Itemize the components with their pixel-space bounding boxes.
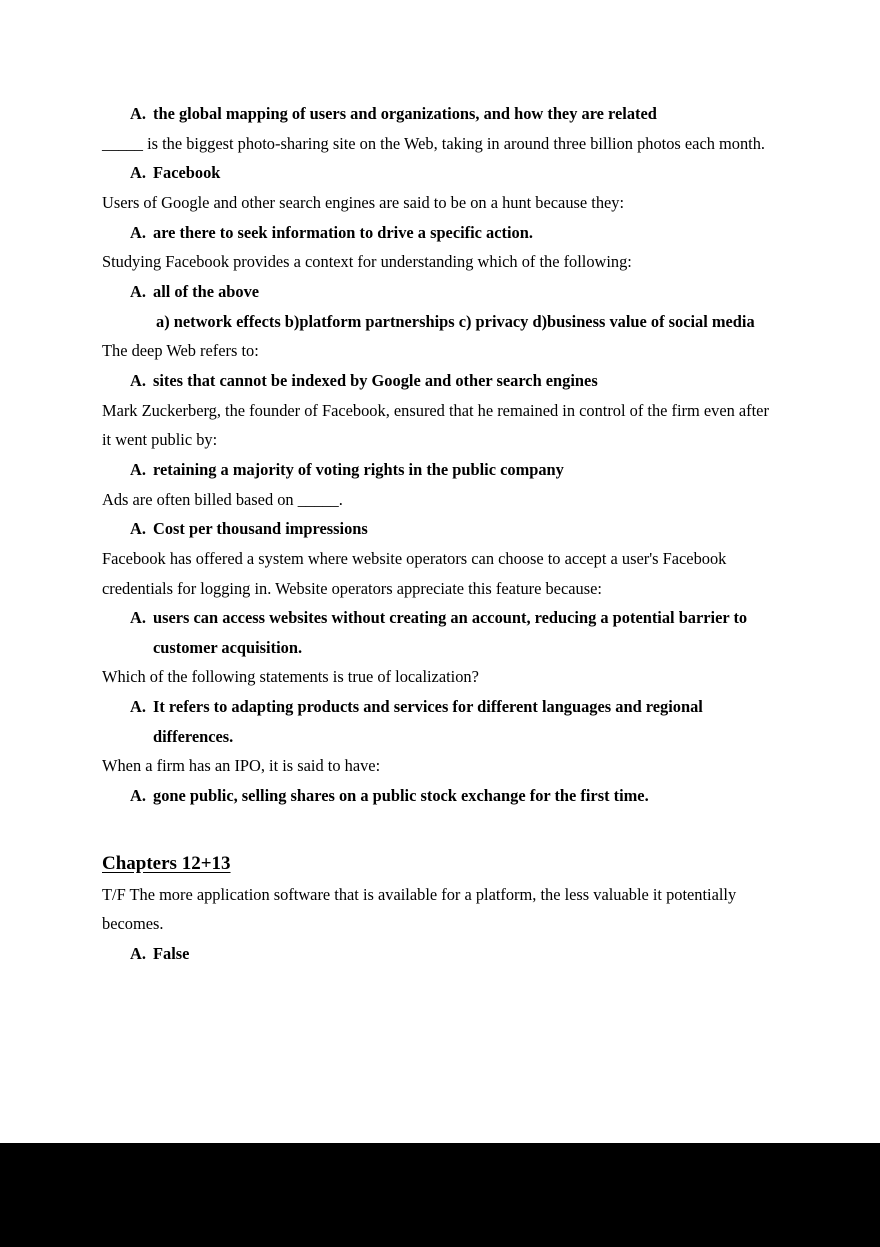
answer-text: Facebook bbox=[153, 163, 221, 183]
answer-text: False bbox=[153, 944, 190, 964]
question-text: Which of the following statements is true of localization? bbox=[102, 667, 479, 687]
answer-item bbox=[102, 781, 774, 811]
answer-item bbox=[102, 603, 774, 662]
answer-text: all of the above bbox=[153, 281, 260, 301]
answer-text: the global mapping of users and organizations, and how they are related bbox=[153, 104, 657, 123]
answer-marker: A. bbox=[130, 104, 146, 123]
answer-item bbox=[102, 692, 774, 751]
answer-marker: A. bbox=[130, 163, 146, 183]
question-text: When a firm has an IPO, it is said to have: bbox=[102, 756, 381, 776]
answer-marker: A. bbox=[130, 370, 146, 390]
answer-item bbox=[102, 939, 774, 969]
answer-marker: A. bbox=[130, 608, 146, 628]
question-text: _____ is the biggest photo-sharing site on the Web, taking in around three billion photos each month. bbox=[102, 133, 766, 153]
page-bottom-band bbox=[0, 1143, 880, 1247]
answer-text: Cost per thousand impressions bbox=[153, 519, 368, 539]
question-text: Studying Facebook provides a context for understanding which of the following: bbox=[102, 252, 632, 272]
question-text: Users of Google and other search engines are said to be on a hunt because they: bbox=[102, 192, 625, 212]
answer-text: sites that cannot be indexed by Google and other search engines bbox=[153, 370, 598, 390]
answer-item bbox=[102, 218, 774, 248]
answer-marker: A. bbox=[130, 459, 146, 479]
answer-text: retaining a majority of voting rights in the public company bbox=[153, 459, 564, 479]
section-heading bbox=[102, 847, 774, 880]
answer-item bbox=[102, 366, 774, 396]
answer-item bbox=[102, 99, 774, 129]
answer-text: users can access websites without creating an account, reducing a potential barrier to customer acquisition. bbox=[153, 608, 748, 657]
answer-text: gone public, selling shares on a public stock exchange for the first time. bbox=[153, 786, 649, 806]
answer-item bbox=[102, 455, 774, 485]
document-content bbox=[102, 99, 774, 969]
question-text: Ads are often billed based on _____. bbox=[102, 489, 343, 509]
answer-marker: A. bbox=[130, 697, 146, 717]
answer-text: It refers to adapting products and services for different languages and regional differences. bbox=[153, 697, 703, 746]
question-text: The deep Web refers to: bbox=[102, 341, 259, 361]
section-heading-text: Chapters 12+13 bbox=[102, 852, 231, 874]
answer-marker: A. bbox=[130, 944, 146, 964]
question-text: T/F The more application software that is available for a platform, the less valuable it potentially becomes. bbox=[102, 884, 737, 934]
question-text: Mark Zuckerberg, the founder of Facebook, ensured that he remained in control of the firm even after it went public by: bbox=[102, 400, 769, 450]
question-text: Facebook has offered a system where website operators can choose to accept a user's Facebook credentials for logging in. Website operators appreciate this feature because: bbox=[102, 548, 727, 598]
answer-item bbox=[102, 158, 774, 188]
answer-text: are there to seek information to drive a specific action. bbox=[153, 222, 533, 242]
answer-marker: A. bbox=[130, 519, 146, 539]
answer-item bbox=[102, 514, 774, 544]
answer-item bbox=[102, 277, 774, 307]
answer-marker: A. bbox=[130, 222, 146, 242]
paragraph-spacer bbox=[102, 811, 774, 847]
answer-marker: A. bbox=[130, 281, 146, 301]
answer-marker: A. bbox=[130, 786, 146, 806]
answer-options-text: a) network effects b)platform partnerships c) privacy d)business value of social media bbox=[156, 311, 755, 331]
